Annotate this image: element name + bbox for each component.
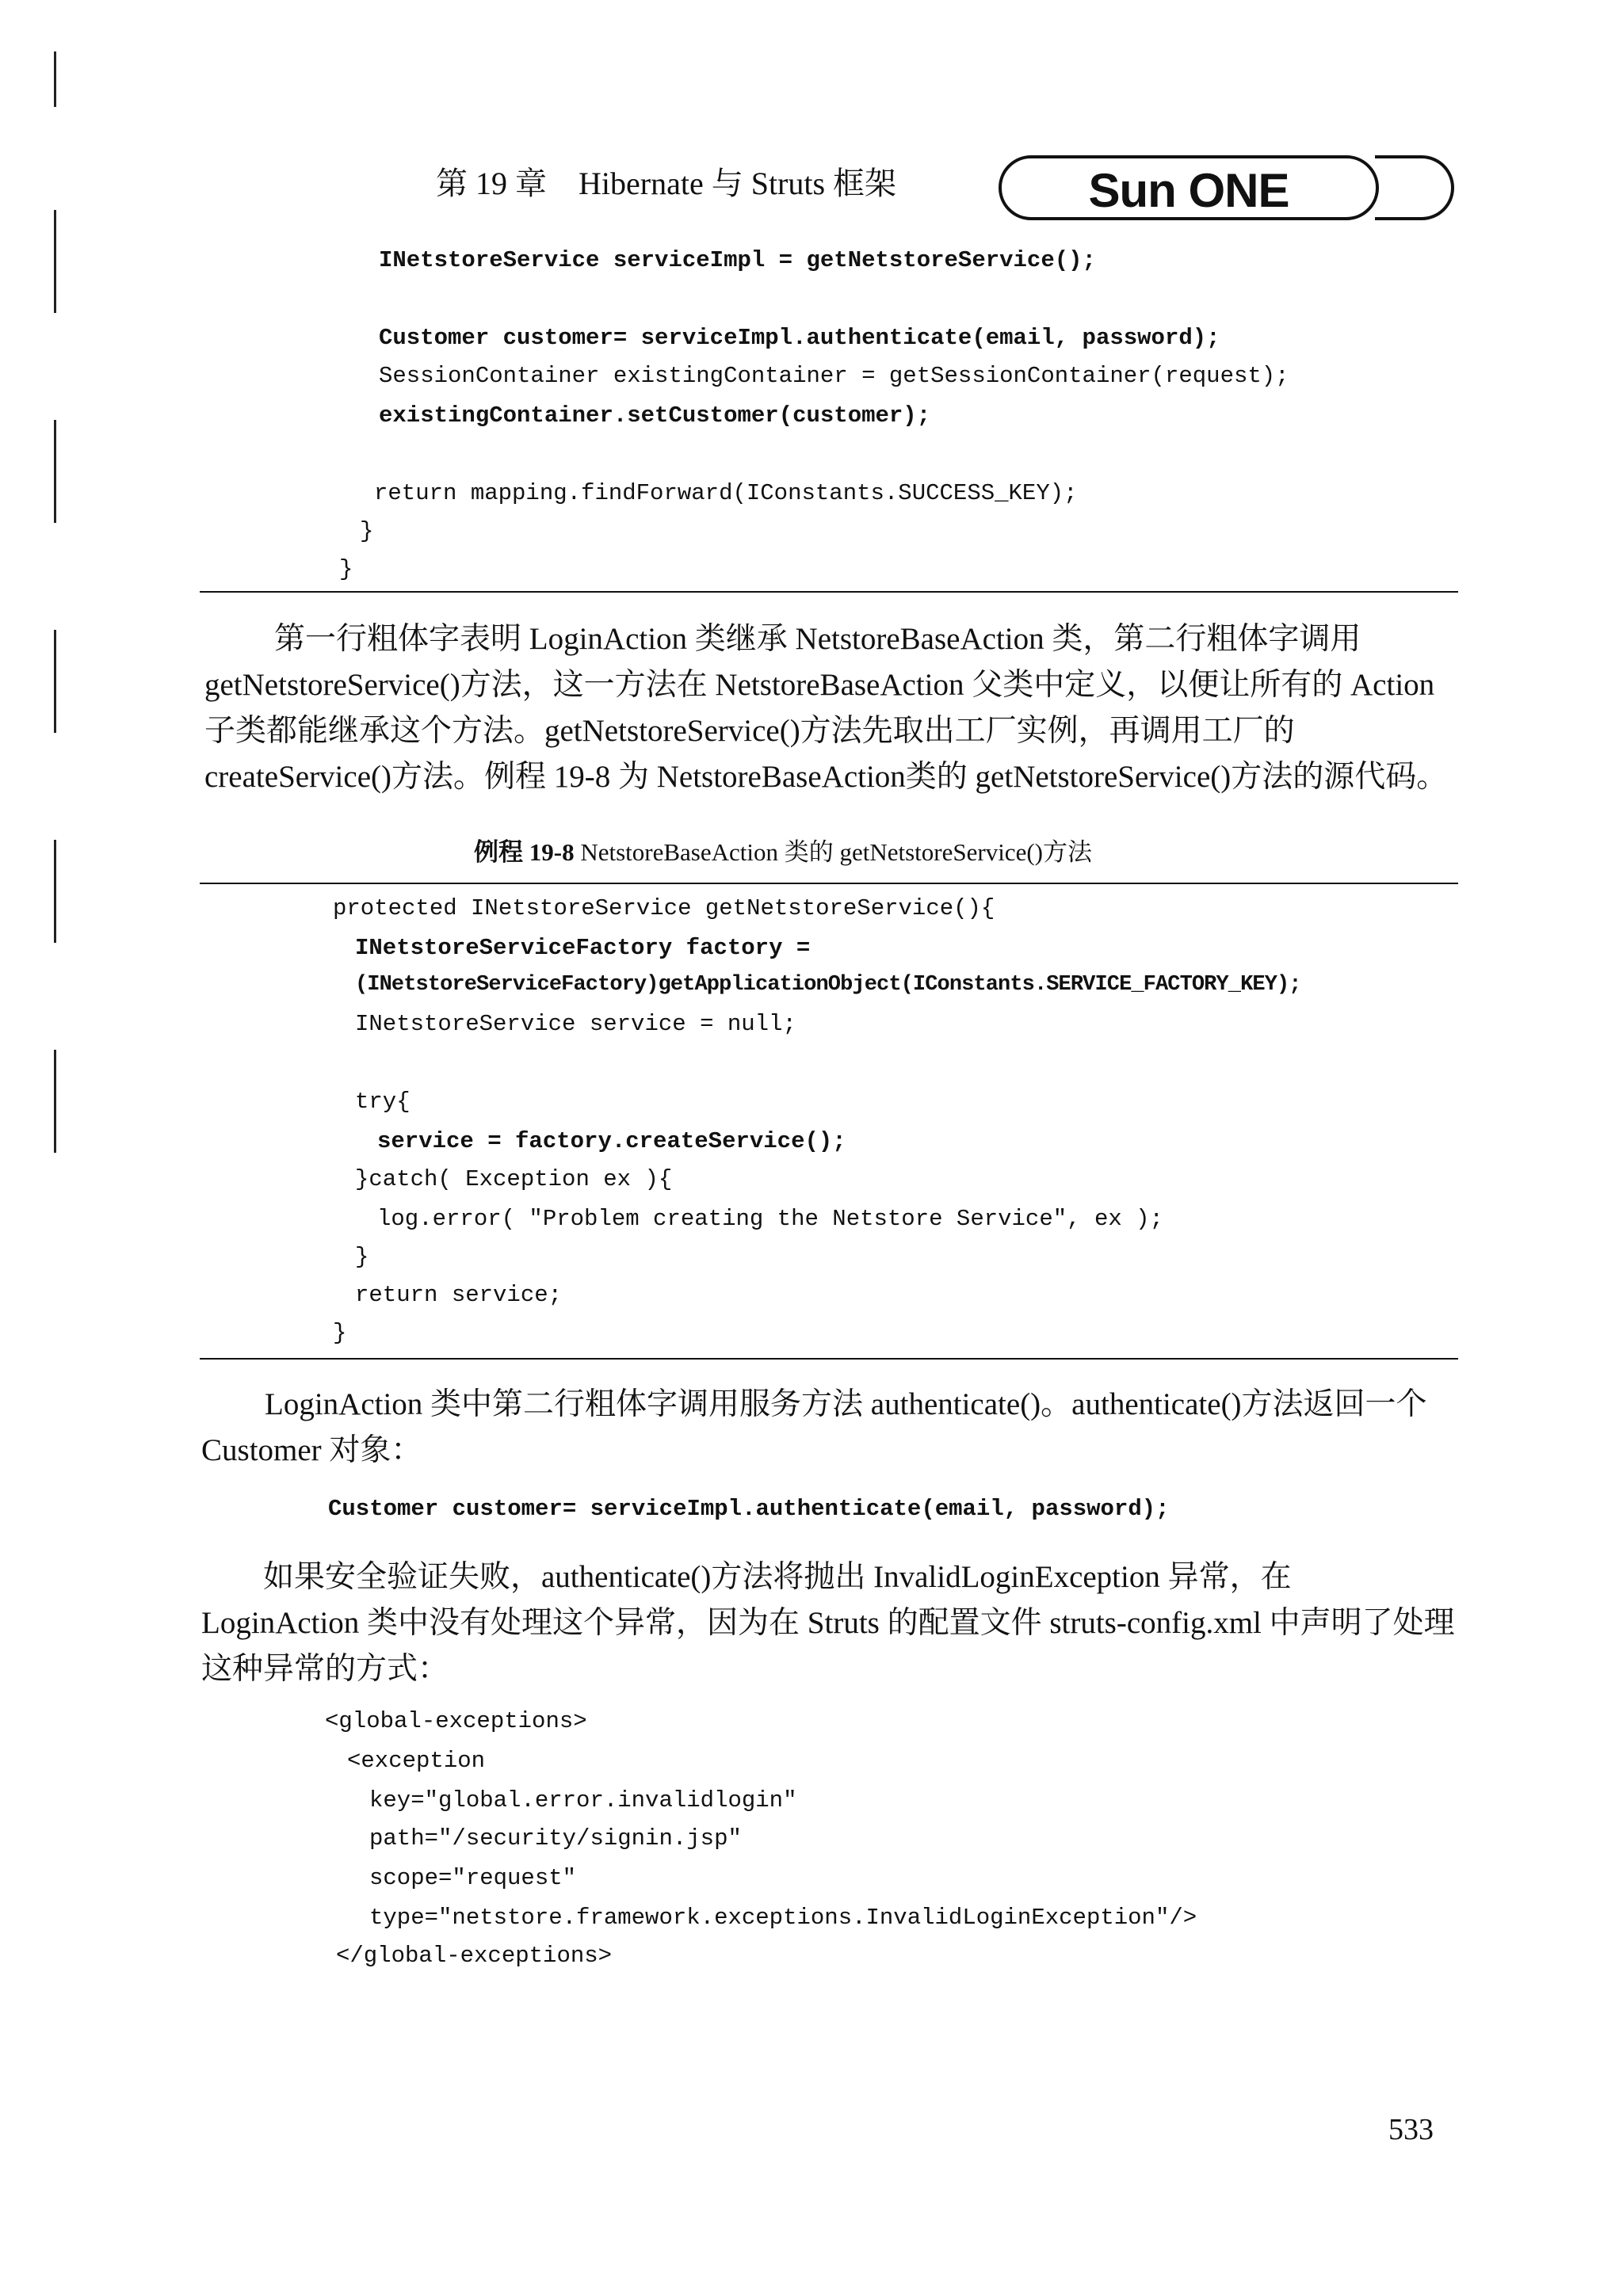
logo-frame: [1375, 155, 1454, 220]
code-line: protected INetstoreService getNetstoreService(){: [333, 895, 995, 921]
code-line: return service;: [355, 1282, 563, 1308]
chapter-header: 第 19 章 Hibernate 与 Struts 框架: [436, 166, 897, 201]
code-line: try{: [355, 1089, 411, 1115]
code-line: existingContainer.setCustomer(customer);: [379, 402, 931, 429]
code-line: INetstoreService serviceImpl = getNetstoreService();: [379, 247, 1096, 273]
code-line: }: [339, 556, 353, 582]
code-line: <exception: [347, 1748, 486, 1774]
code-line: Customer customer= serviceImpl.authenticate(email, password);: [379, 325, 1220, 351]
code-line: service = factory.createService();: [377, 1128, 846, 1154]
code-line: return mapping.findForward(IConstants.SUCCESS_KEY);: [374, 480, 1078, 506]
listing-top-rule: [200, 883, 1458, 884]
margin-bar: [54, 51, 56, 107]
listing-caption: [474, 832, 1092, 868]
code-line: }: [333, 1320, 347, 1346]
code-line: scope="request": [369, 1865, 577, 1891]
code-line: }: [355, 1244, 369, 1270]
code-line: key="global.error.invalidlogin": [369, 1787, 797, 1814]
body-paragraph: 如果安全验证失败，authenticate()方法将抛出 InvalidLoginException 异常，在 LoginAction 类中没有处理这个异常，因为在 Struts 的配置文件 struts-config.xml 中声明了处理这种异常的方式：: [201, 1560, 1455, 1686]
page-number: 533: [1388, 2113, 1434, 2146]
code-line: INetstoreService service = null;: [355, 1011, 796, 1037]
body-paragraph: 第一行粗体字表明 LoginAction 类继承 NetstoreBaseAction 类，第二行粗体字调用 getNetstoreService()方法，这一方法在 NetstoreBaseAction 父类中定义，以便让所有的 Action 子类都能继承这个方法。getNetstoreService()方法先取出工厂实例，再调用工厂的 createService()方法。例程 19-8 为 NetstoreBaseAction类的 getNetstoreService()方法的源代码。: [204, 622, 1448, 794]
margin-bar: [54, 420, 56, 523]
margin-bar: [54, 1050, 56, 1153]
code-line: <global-exceptions>: [325, 1708, 587, 1734]
code-line: SessionContainer existingContainer = getSessionContainer(request);: [379, 363, 1289, 389]
body-paragraph: LoginAction 类中第二行粗体字调用服务方法 authenticate()。authenticate()方法返回一个 Customer 对象：: [201, 1387, 1427, 1467]
code-line: log.error( "Problem creating the Netstore Service", ex );: [377, 1206, 1163, 1232]
code-line: type="netstore.framework.exceptions.InvalidLoginException"/>: [369, 1905, 1197, 1931]
code-line: }: [360, 518, 374, 544]
listing-bottom-rule: [200, 1358, 1458, 1360]
code-block-rule: [200, 591, 1458, 593]
code-line: }catch( Exception ex ){: [355, 1166, 673, 1192]
margin-bar: [54, 630, 56, 733]
code-line: </global-exceptions>: [336, 1943, 613, 1969]
listing-caption-label: 例程 19-8: [474, 838, 575, 866]
code-line: Customer customer= serviceImpl.authenticate(email, password);: [328, 1496, 1170, 1522]
sun-one-logo: Sun ONE: [999, 155, 1379, 220]
code-line: path="/security/signin.jsp": [369, 1825, 742, 1852]
margin-bar: [54, 210, 56, 313]
code-line: INetstoreServiceFactory factory =: [355, 935, 811, 961]
listing-caption-text: NetstoreBaseAction 类的 getNetstoreService()方法: [580, 838, 1092, 866]
margin-bar: [54, 840, 56, 943]
code-line: (INetstoreServiceFactory)getApplicationObject(IConstants.SERVICE_FACTORY_KEY);: [355, 973, 1301, 997]
